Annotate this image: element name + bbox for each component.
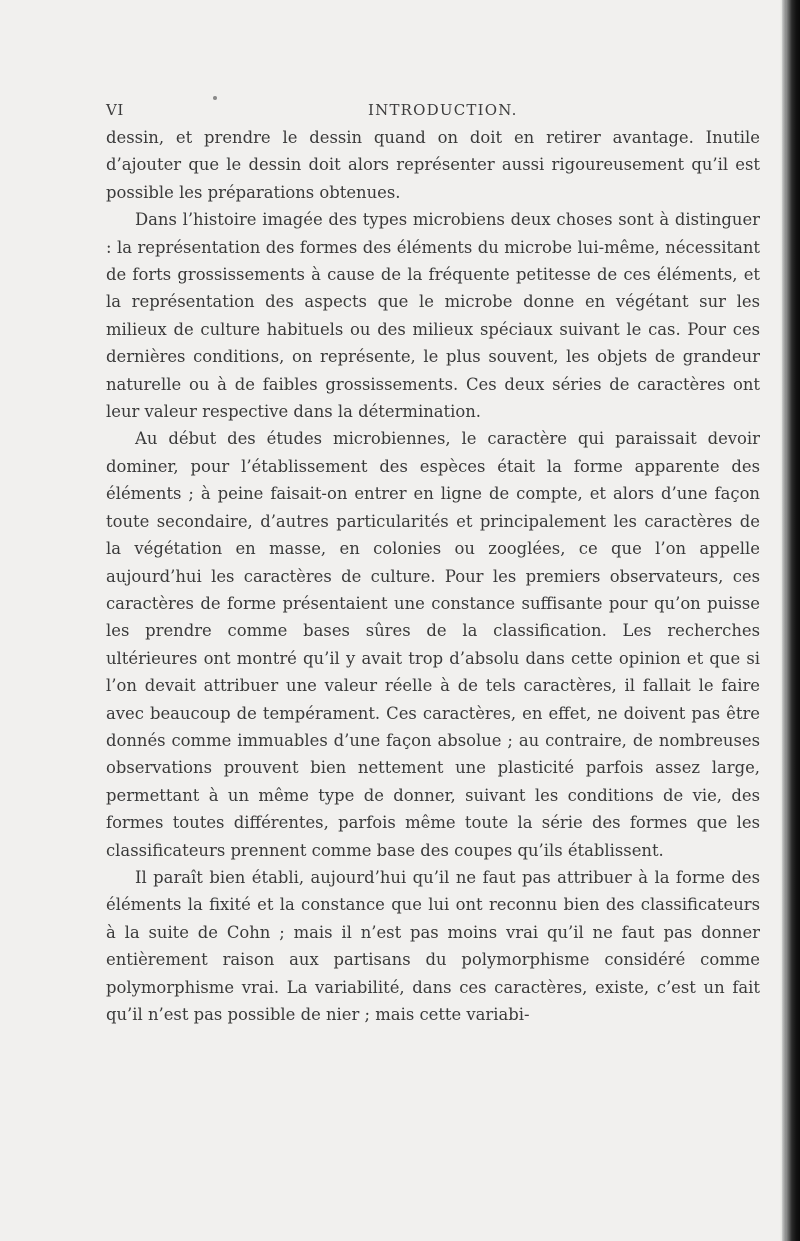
paper-speck xyxy=(213,96,217,100)
paragraph: Dans l’histoire imagée des types microbiens deux choses sont à distinguer : la représentation des formes des éléments du microbe lui-même, nécessitant de forts grossissements à cause de la fréquente petitesse de ces éléments, et la représentation des aspects que le microbe donne en végétant sur les milieux de culture habituels ou des milieux spéciaux suivant le cas. Pour ces dernières conditions, on représente, le plus souvent, les objets de grandeur naturelle ou à de faibles grossissements. Ces deux séries de caractères ont leur valeur respective dans la détermination. xyxy=(106,210,760,422)
paragraph: Au début des études microbiennes, le caractère qui paraissait devoir dominer, pour l’établissement des espèces était la forme apparente des éléments ; à peine faisait-on entrer en ligne de compte, et alors d’une façon toute secondaire, d’autres particularités et principalement les caractères de la végétation en masse, en colonies ou zooglées, ce que l’on appelle aujourd’hui les caractères de culture. Pour les premiers observateurs, ces caractères de forme présentaient une constance suffisante pour qu’on puisse les prendre comme bases sûres de la classification. Les recherches ultérieures ont montré qu’il y avait trop d’absolu dans cette opinion et que si l’on devait attribuer une valeur réelle à de tels caractères, il fallait le faire avec beaucoup de tempérament. Ces caractères, en effet, ne doivent pas être donnés comme immuables d’une façon absolue ; au contraire, de nombreuses observations prouvent bien nettement une plasticité parfois assez large, permettant à un même type de donner, suivant les conditions de vie, des formes toutes différentes, parfois même toute la série des formes que les classificateurs prennent comme base des coupes qu’ils établissent. xyxy=(106,429,760,860)
paragraph-continued: dessin, et prendre le dessin quand on doit en retirer avantage. Inutile d’ajouter que le dessin doit alors représenter aussi rigoureusement qu’il est possible les préparations obtenues. xyxy=(106,128,760,202)
page-number: VI xyxy=(106,101,124,119)
page-header xyxy=(106,101,760,121)
page-edge-highlight xyxy=(780,0,786,1241)
body-text xyxy=(106,124,760,1028)
paragraph: Il paraît bien établi, aujourd’hui qu’il ne faut pas attribuer à la forme des éléments la fixité et la constance que lui ont reconnu bien des classificateurs à la suite de Cohn ; mais il n’est pas moins vrai qu’il ne faut pas donner entièrement raison aux partisans du polymorphisme considéré comme polymorphisme vrai. La variabilité, dans ces caractères, existe, c’est un fait qu’il n’est pas possible de nier ; mais cette variabi- xyxy=(106,867,760,1024)
running-title: INTRODUCTION. xyxy=(368,101,518,119)
